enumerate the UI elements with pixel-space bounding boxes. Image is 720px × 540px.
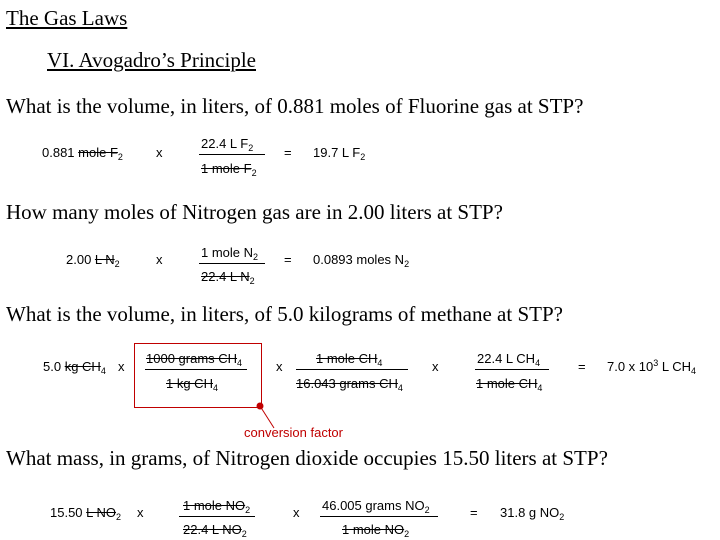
p3-times-3: x: [432, 359, 439, 374]
p2-numerator: 1 mole $N_2$: [201, 245, 259, 262]
p3-f2-numerator: 1 mole $CH_4$: [316, 351, 383, 368]
p4-given: 15.50 L $NO_2$: [50, 505, 122, 522]
question-3: What is the volume, in liters, of 5.0 kilograms of methane at STP?: [6, 302, 563, 326]
p4-answer: 31.8 g $NO_2$: [500, 505, 565, 522]
p4-f2-denominator: 1 mole $NO_2$: [342, 522, 410, 539]
question-4: What mass, in grams, of Nitrogen dioxide occupies 15.50 liters at STP?: [6, 446, 608, 470]
p2-times: x: [156, 252, 163, 267]
p2-equals: =: [284, 252, 292, 267]
p4-equals: =: [470, 505, 478, 520]
p3-f1-fraction-bar: [145, 369, 247, 370]
p2-denominator: 22.4 L $N_2$: [201, 269, 255, 286]
p3-f3-fraction-bar: [475, 369, 549, 370]
conversion-factor-label: conversion factor: [244, 425, 343, 440]
p4-f2-numerator: 46.005 grams $NO_2$: [322, 498, 430, 515]
p1-numerator: 22.4 L $F_2$: [201, 136, 254, 153]
p4-f1-fraction-bar: [179, 516, 255, 517]
p3-f1-denominator: 1 kg $CH_4$: [166, 376, 218, 393]
p3-answer: 7.0 x $10^3$ L $CH_4$: [607, 358, 697, 376]
p2-given: 2.00 L $N_2$: [66, 252, 120, 269]
p3-f3-numerator: 22.4 L $CH_4$: [477, 351, 541, 368]
p3-equals: =: [578, 359, 586, 374]
p3-times-2: x: [276, 359, 283, 374]
p3-times-1: x: [118, 359, 125, 374]
p4-f1-denominator: 22.4 L $NO_2$: [183, 522, 247, 539]
p1-fraction-bar: [199, 154, 265, 155]
p1-answer: 19.7 L $F_2$: [313, 145, 366, 162]
p1-times: x: [156, 145, 163, 160]
question-2: How many moles of Nitrogen gas are in 2.00 liters at STP?: [6, 200, 503, 224]
page-title: The Gas Laws: [6, 6, 128, 30]
p3-f3-denominator: 1 mole $CH_4$: [476, 376, 543, 393]
p1-denominator: 1 mole $F_2$: [201, 161, 257, 178]
section-heading: VI. Avogadro’s Principle: [47, 48, 256, 72]
question-1: What is the volume, in liters, of 0.881 moles of Fluorine gas at STP?: [6, 94, 584, 118]
p3-f1-numerator: 1000 grams $CH_4$: [146, 351, 243, 368]
p2-fraction-bar: [199, 263, 265, 264]
p2-answer: 0.0893 moles $N_2$: [313, 252, 410, 269]
p4-f1-numerator: 1 mole $NO_2$: [183, 498, 251, 515]
p3-f2-denominator: 16.043 grams $CH_4$: [296, 376, 403, 393]
p4-f2-fraction-bar: [320, 516, 438, 517]
p4-times-2: x: [293, 505, 300, 520]
p1-given: 0.881 mole $F_2$: [42, 145, 123, 162]
p4-times-1: x: [137, 505, 144, 520]
p1-equals: =: [284, 145, 292, 160]
p3-given: 5.0 kg $CH_4$: [43, 359, 106, 376]
p3-f2-fraction-bar: [296, 369, 408, 370]
